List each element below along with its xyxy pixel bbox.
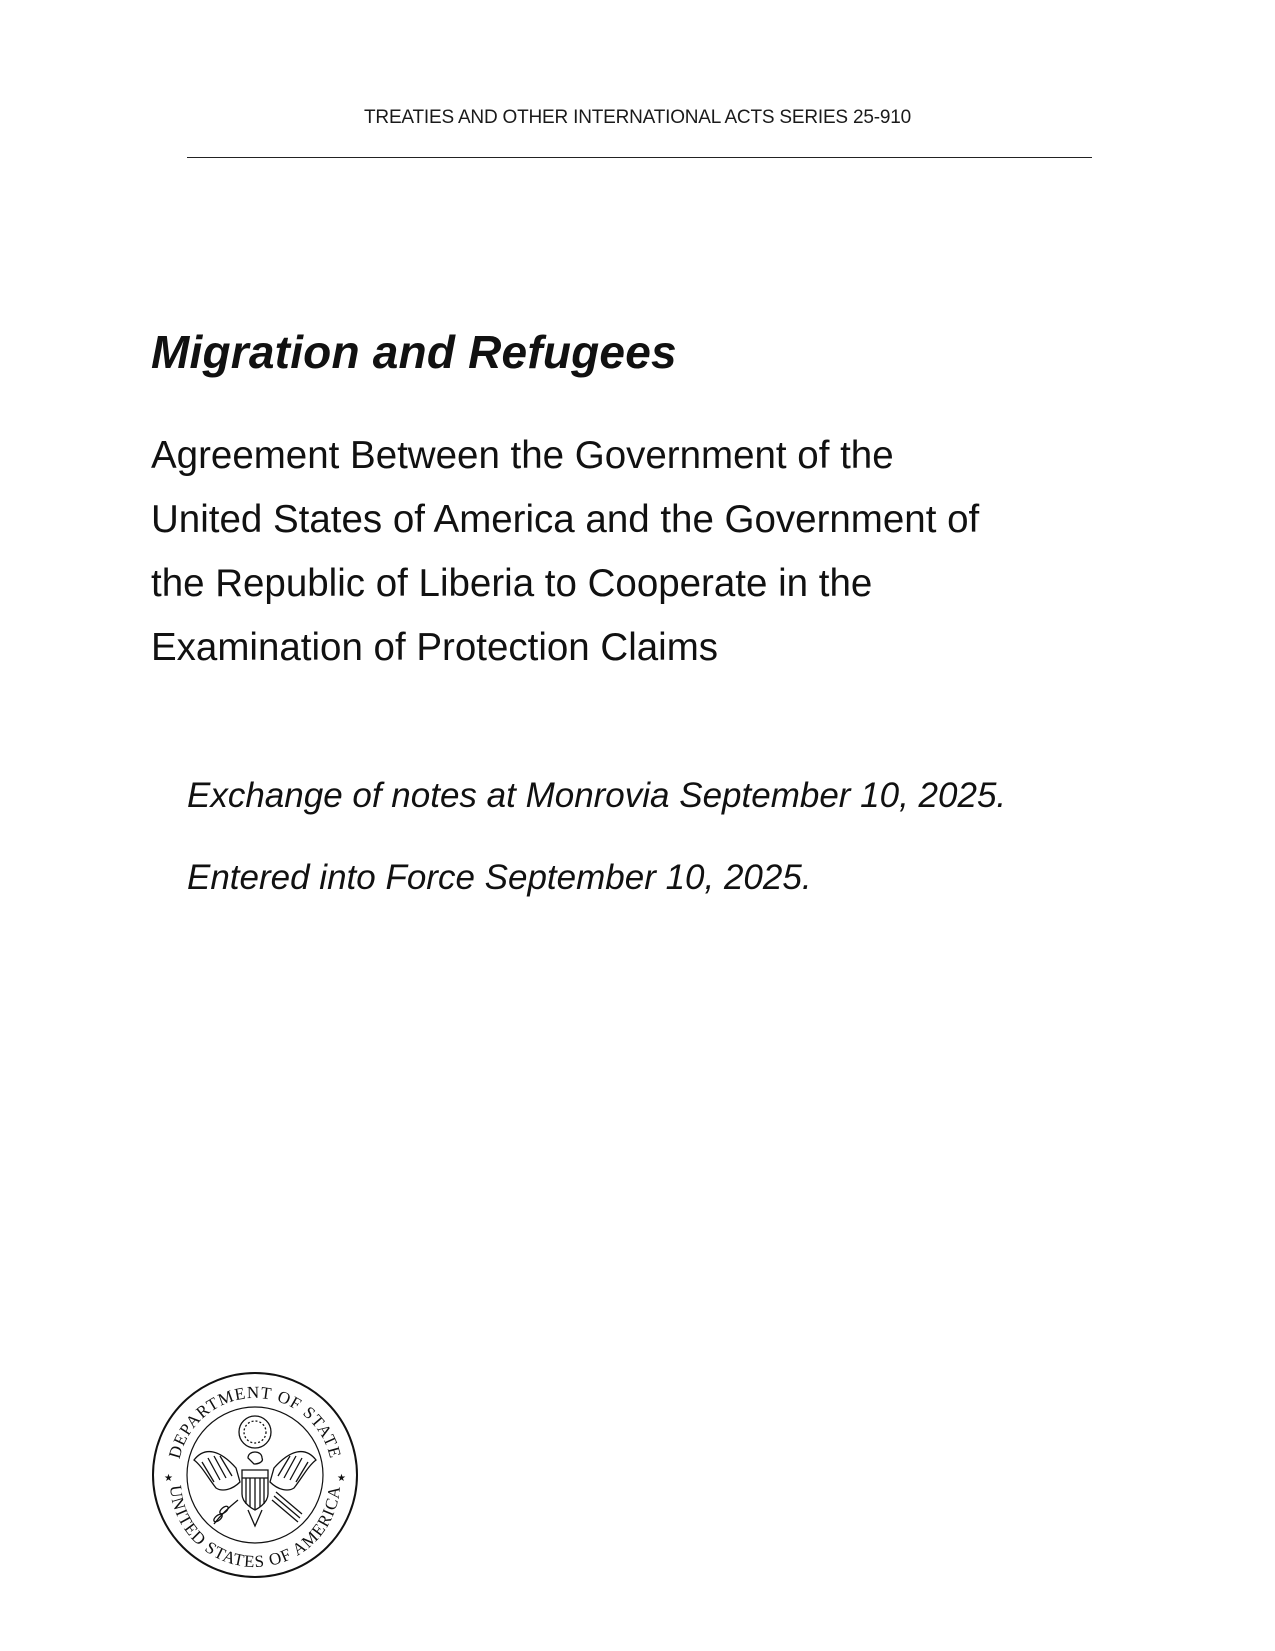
seal-bottom-text: UNITED STATES OF AMERICA xyxy=(165,1484,345,1572)
svg-text:★: ★ xyxy=(164,1473,173,1484)
subtitle-line: Agreement Between the Government of the xyxy=(151,434,894,477)
subtitle-line: United States of America and the Government of xyxy=(151,498,980,541)
subtitle-line: Examination of Protection Claims xyxy=(151,626,719,669)
document-title: Migration and Refugees xyxy=(151,326,677,378)
header-divider xyxy=(187,157,1092,158)
seal-top-text: DEPARTMENT OF STATE xyxy=(164,1382,346,1461)
document-subtitle xyxy=(151,424,1131,680)
exchange-note: Exchange of notes at Monrovia September 10, 2025. xyxy=(187,776,1007,815)
subtitle-line: the Republic of Liberia to Cooperate in the xyxy=(151,562,873,605)
svg-text:★: ★ xyxy=(337,1473,346,1484)
department-of-state-seal-icon xyxy=(150,1370,360,1580)
series-header: TREATIES AND OTHER INTERNATIONAL ACTS SERIES 25-910 xyxy=(364,107,911,128)
entry-into-force-note: Entered into Force September 10, 2025. xyxy=(187,858,812,897)
